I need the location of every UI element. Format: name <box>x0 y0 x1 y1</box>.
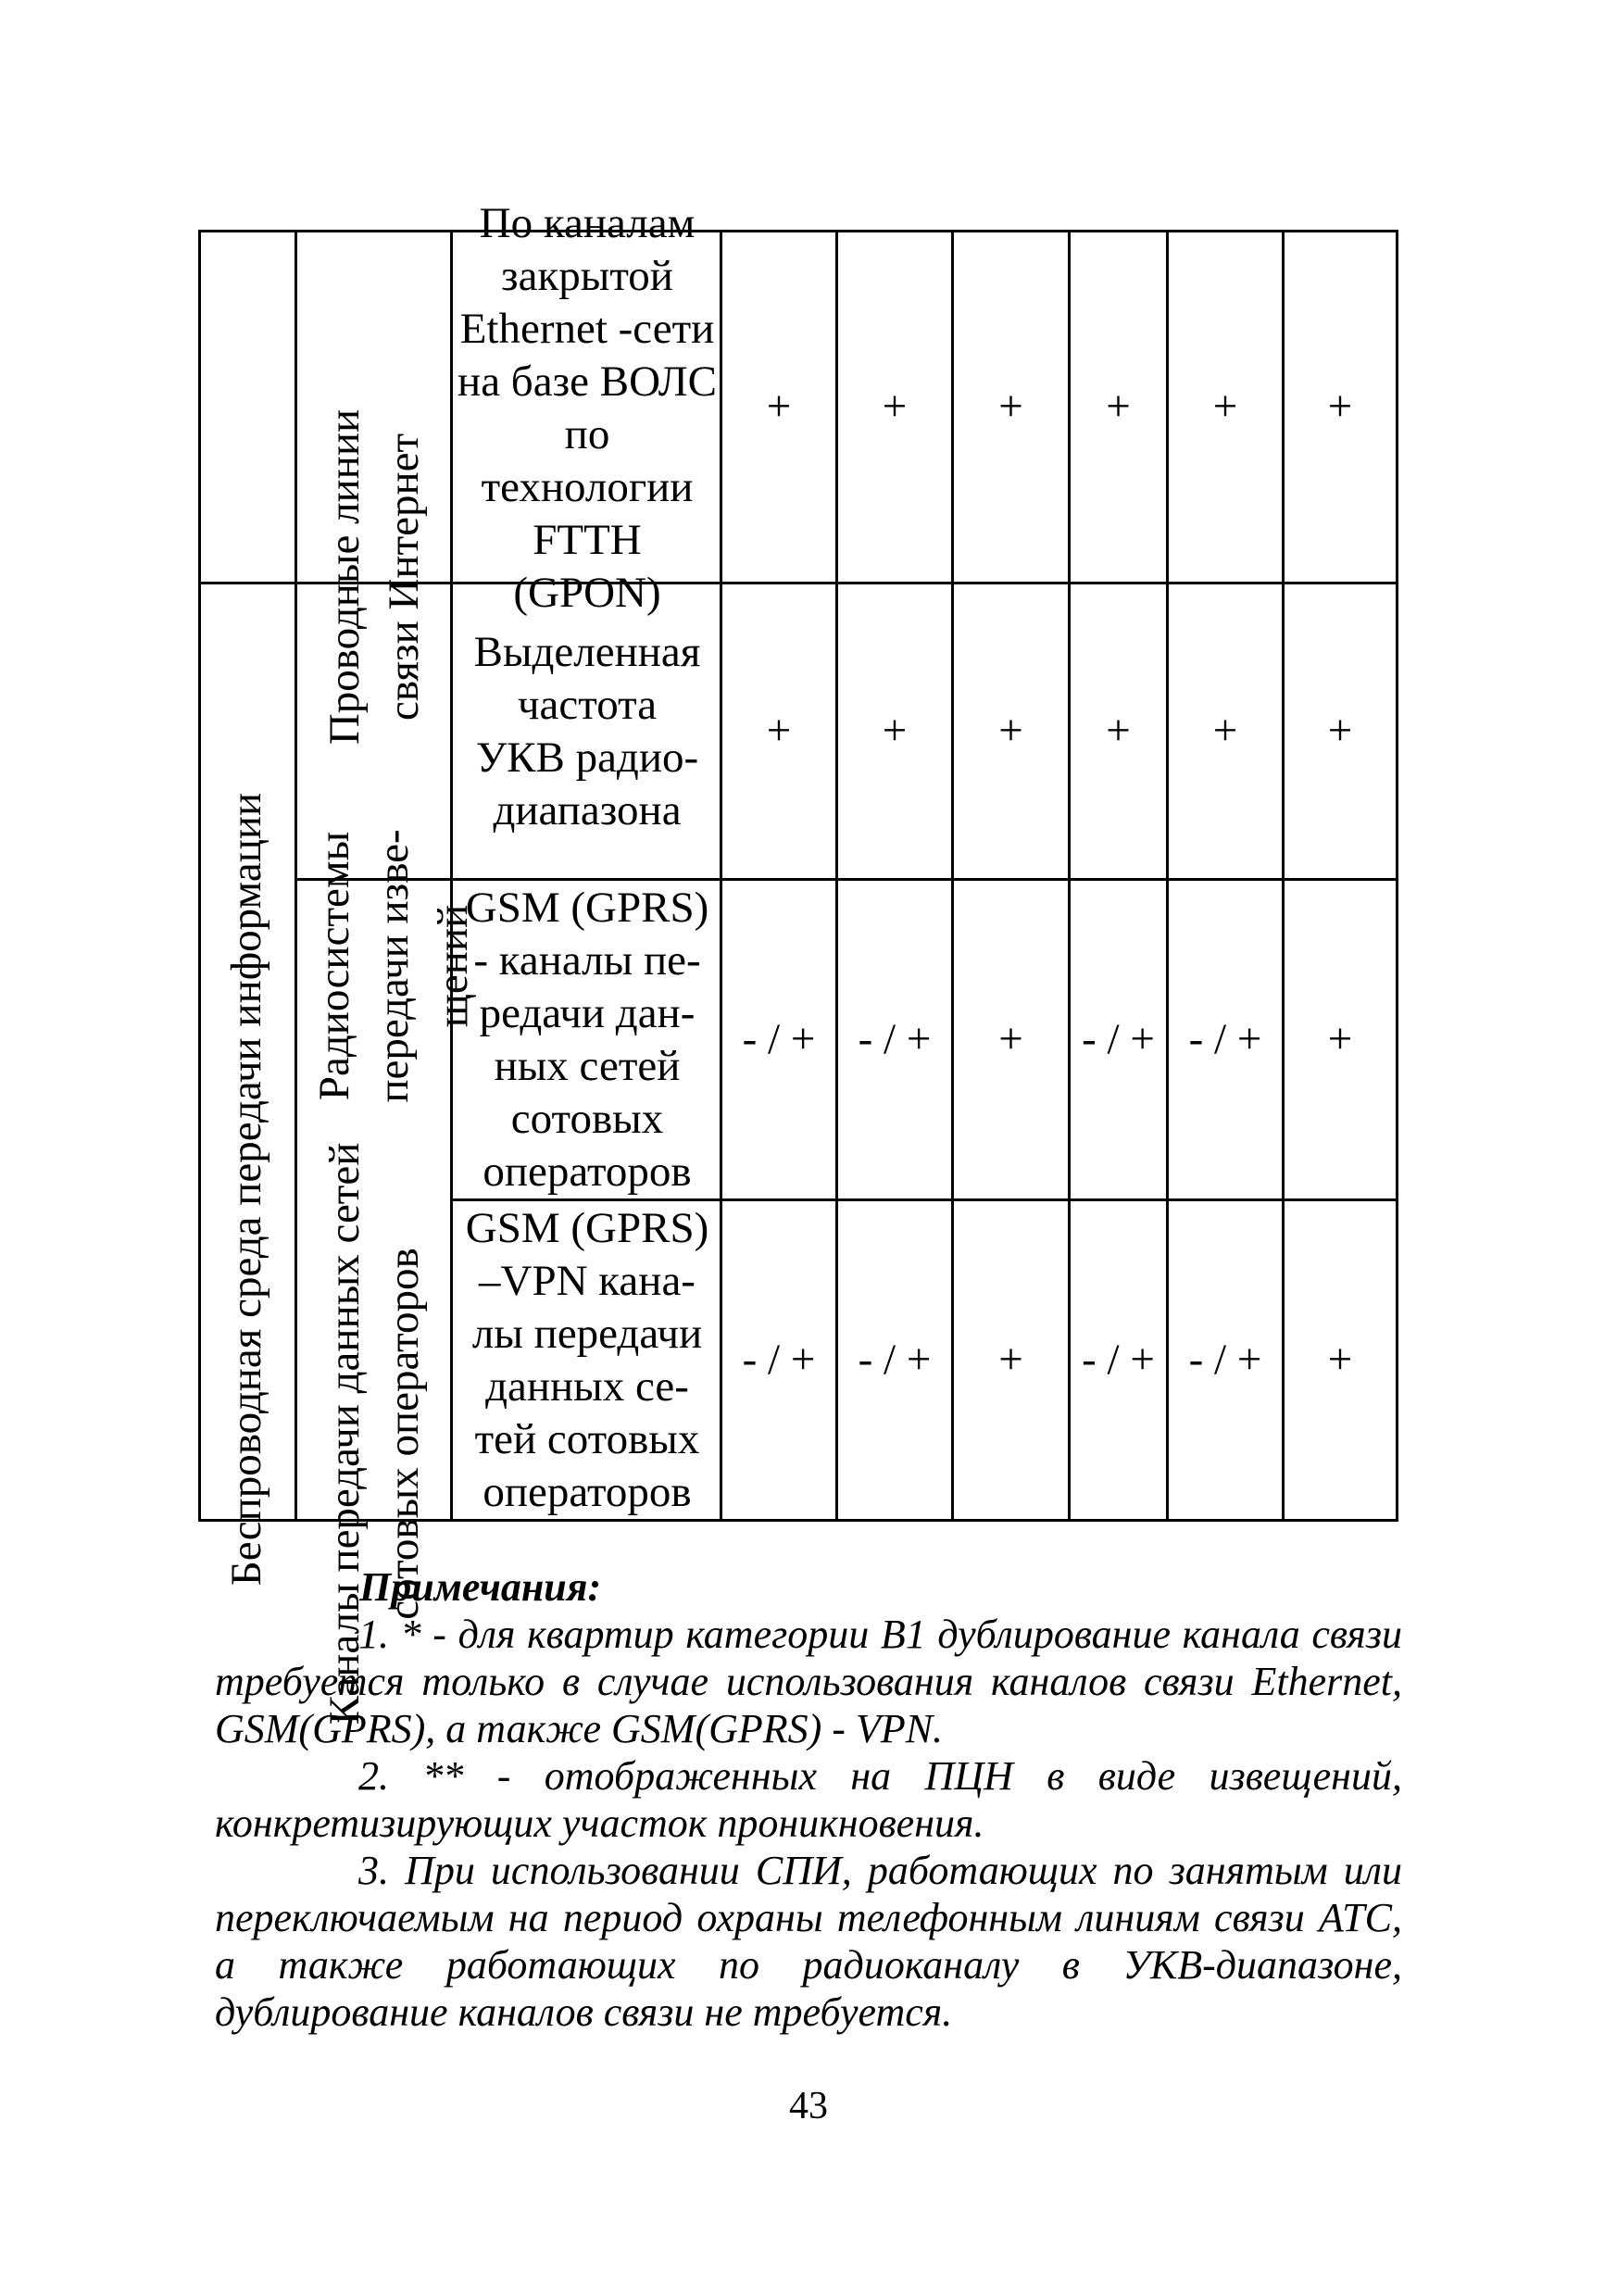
row3-mark-5: - / + <box>1188 1015 1262 1063</box>
row2-description: Выделенная частота УКВ радио- диапазона <box>473 627 701 834</box>
row4-mark-1: - / + <box>742 1336 816 1384</box>
table-border-left <box>198 230 201 1522</box>
row4-mark-5: - / + <box>1188 1336 1262 1384</box>
note-2: 2. ** - отображенных на ПЦН в виде извещений, конкретизирующих участок проникновения. <box>215 1753 1402 1846</box>
row3-mark-3: + <box>998 1015 1023 1063</box>
row1-description: По каналам закрытой Ethernet -сети на базе ВОЛС по технологии FTTH (GPON) <box>458 199 717 617</box>
row3-mark-4: - / + <box>1082 1015 1155 1063</box>
row2-mark-1: + <box>766 707 792 755</box>
row3-mark-6: + <box>1327 1015 1353 1063</box>
row1-mark-6: + <box>1327 383 1353 431</box>
notes-title: Примечания: <box>359 1564 602 1610</box>
row3-description: GSM (GPRS) - каналы пе- редачи дан- ных сетей сотовых операторов <box>465 883 709 1196</box>
note-1: 1. * - для квартир категории В1 дублирование канала связи требуется только в случае использования каналов связи Ethernet, GSM(GPRS), а также GSM(GPRS) - VPN. <box>215 1612 1402 1751</box>
row1-mark-3: + <box>998 383 1023 431</box>
note-3: 3. При использовании СПИ, работающих по занятым или переключаемым на период охраны телефонным линиям связи АТС, а также работающих по радиоканалу в УКВ-диапазоне, дублирование каналов связи не требуется. <box>215 1848 1402 2035</box>
row2-mark-4: + <box>1106 707 1131 755</box>
row4-mark-6: + <box>1327 1336 1353 1384</box>
row3-mark-1: - / + <box>742 1015 816 1063</box>
subgroup-label-radio-systems: Радиосистемы передачи изве-щений <box>310 829 477 1103</box>
row1-mark-2: + <box>882 383 908 431</box>
subgroup-label-cellular: Каналы передачи данных сетей сотовых операторов <box>320 1142 428 1725</box>
row4-mark-3: + <box>998 1336 1023 1384</box>
table-rule-col2 <box>450 230 453 1522</box>
table-rule-col1 <box>295 230 297 1522</box>
row1-mark-4: + <box>1106 383 1131 431</box>
subgroup-label-wired-internet: Проводные линии связи Интернет <box>320 408 428 746</box>
row2-mark-5: + <box>1212 707 1238 755</box>
row3-mark-2: - / + <box>858 1015 932 1063</box>
group-label-wireless: Беспроводная среда передачи информации <box>222 792 270 1587</box>
row4-mark-2: - / + <box>858 1336 932 1384</box>
row1-mark-1: + <box>766 383 792 431</box>
page-number: 43 <box>789 2085 828 2127</box>
row2-mark-6: + <box>1327 707 1353 755</box>
row4-description: GSM (GPRS) –VPN кана- лы передачи данных се- тей сотовых операторов <box>465 1203 709 1516</box>
row1-mark-5: + <box>1212 383 1238 431</box>
row2-mark-3: + <box>998 707 1023 755</box>
table-border-right <box>1396 230 1398 1522</box>
row2-mark-2: + <box>882 707 908 755</box>
row4-mark-4: - / + <box>1082 1336 1155 1384</box>
